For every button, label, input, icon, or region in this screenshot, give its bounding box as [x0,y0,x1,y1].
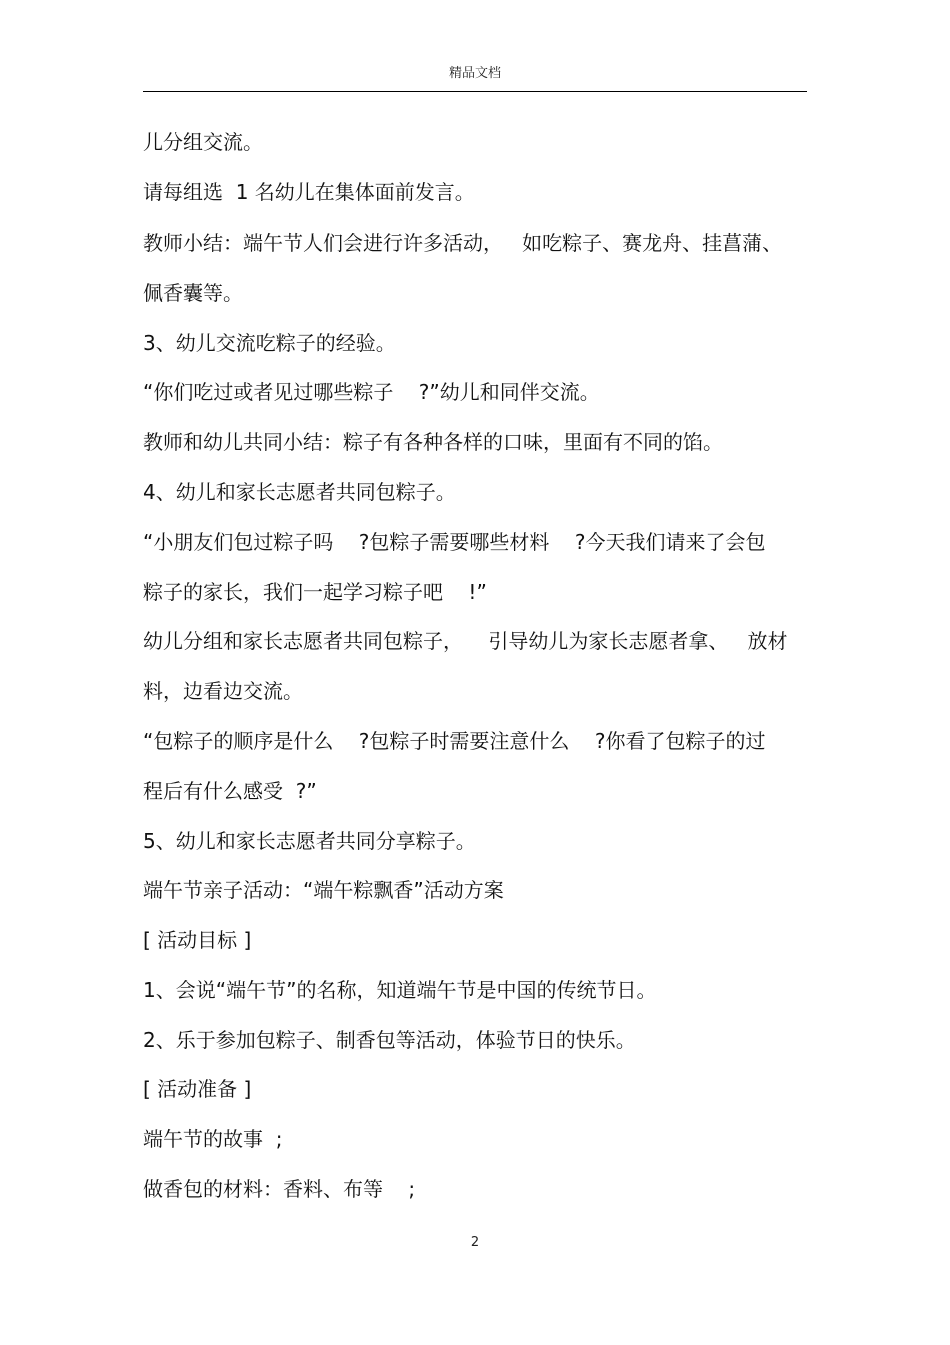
text-line: 做香包的材料：香料、布等 ; [143,1177,416,1201]
text-line: “包粽子的顺序是什么 ?包粽子时需要注意什么 ?你看了包粽子的过 [143,729,766,753]
text-line: 4、幼儿和家长志愿者共同包粽子。 [143,480,456,504]
page-number: 2 [470,1235,480,1250]
text-line: [ 活动准备 ] [143,1077,252,1101]
text-line: 程后有什么感受 ?” [143,779,317,803]
header-divider [143,91,807,92]
text-line: 5、幼儿和家长志愿者共同分享粽子。 [143,829,476,853]
text-line: [ 活动目标 ] [143,928,252,952]
text-line: 1、会说“端午节”的名称，知道端午节是中国的传统节日。 [143,978,657,1002]
text-line: “你们吃过或者见过哪些粽子 ?”幼儿和同伴交流。 [143,380,600,404]
text-line: 端午节亲子活动：“端午粽飘香”活动方案 [143,878,504,902]
text-line: 端午节的故事 ; [143,1127,283,1151]
page-header-title: 精品文档 [448,66,501,81]
text-line: 料，边看边交流。 [143,679,303,703]
text-line: 3、幼儿交流吃粽子的经验。 [143,331,396,355]
text-line: 佩香囊等。 [143,281,243,305]
text-line: 教师小结：端午节人们会进行许多活动， 如吃粽子、赛龙舟、挂菖蒲、 [143,231,783,255]
text-line: 幼儿分组和家长志愿者共同包粽子， 引导幼儿为家长志愿者拿、 放材 [143,629,788,653]
text-line: 教师和幼儿共同小结：粽子有各种各样的口味，里面有不同的馅。 [143,430,723,454]
text-line: 粽子的家长，我们一起学习粽子吧 !” [143,580,487,604]
text-line: 2、乐于参加包粽子、制香包等活动，体验节日的快乐。 [143,1028,636,1052]
text-line: 儿分组交流。 [143,130,263,154]
text-line: “小朋友们包过粽子吗 ?包粽子需要哪些材料 ?今天我们请来了会包 [143,530,766,554]
text-line: 请每组选 1 名幼儿在集体面前发言。 [143,180,475,204]
